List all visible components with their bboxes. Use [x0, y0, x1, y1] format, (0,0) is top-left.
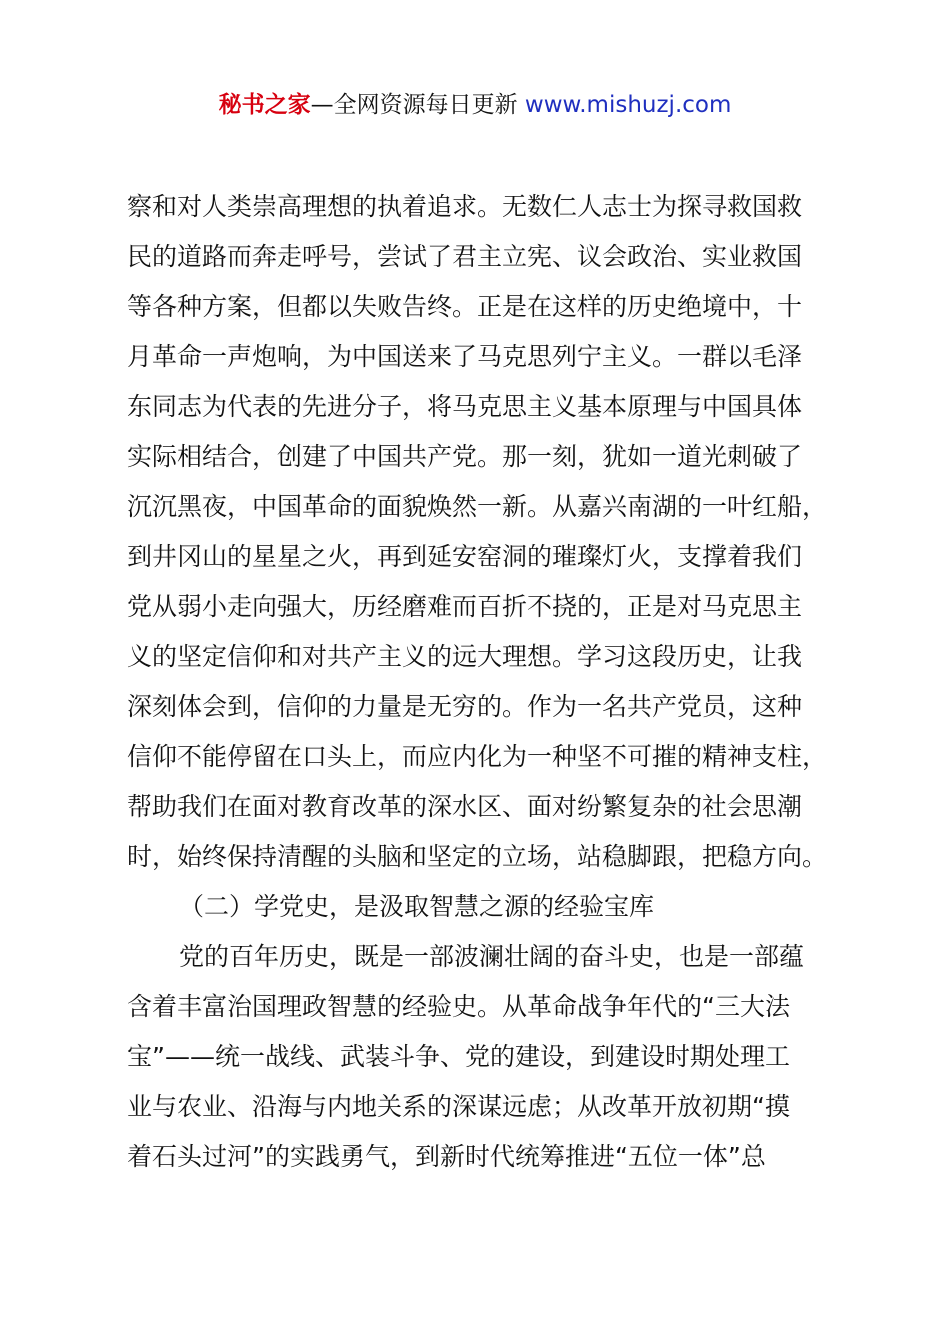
- text-line: 宝”——统一战线、武装斗争、党的建设，到建设时期处理工: [127, 1042, 790, 1071]
- text-line: 着石头过河”的实践勇气，到新时代统筹推进“五位一体”总: [127, 1142, 766, 1171]
- text-line: 民的道路而奔走呼号，尝试了君主立宪、议会政治、实业救国: [127, 242, 803, 271]
- text-line: 东同志为代表的先进分子，将马克思主义基本原理与中国具体: [127, 392, 803, 421]
- document-body: [127, 182, 833, 1182]
- header-tagline: —全网资源每日更新: [310, 92, 525, 118]
- text-line: 时，始终保持清醒的头脑和坚定的立场，站稳脚跟，把稳方向。: [127, 842, 828, 871]
- text-line: 实际相结合，创建了中国共产党。那一刻，犹如一道光刺破了: [127, 442, 803, 471]
- section-heading: （二）学党史，是汲取智慧之源的经验宝库: [179, 892, 655, 921]
- text-line: 沉沉黑夜，中国革命的面貌焕然一新。从嘉兴南湖的一叶红船，: [127, 492, 828, 521]
- header-url[interactable]: www.mishuzj.com: [524, 92, 732, 118]
- text-line: 帮助我们在面对教育改革的深水区、面对纷繁复杂的社会思潮: [127, 792, 803, 821]
- text-line: 业与农业、沿海与内地关系的深谋远虑；从改革开放初期“摸: [127, 1092, 790, 1121]
- text-line: 义的坚定信仰和对共产主义的远大理想。学习这段历史，让我: [127, 642, 803, 671]
- paragraph-start-line: 党的百年历史，既是一部波澜壮阔的奋斗史，也是一部蕴: [179, 942, 805, 971]
- text-line: 等各种方案，但都以失败告终。正是在这样的历史绝境中，十: [127, 292, 803, 321]
- text-line: 信仰不能停留在口头上，而应内化为一种坚不可摧的精神支柱，: [127, 742, 828, 771]
- text-line: 察和对人类崇高理想的执着追求。无数仁人志士为探寻救国救: [127, 192, 803, 221]
- text-line: 到井冈山的星星之火，再到延安窑洞的璀璨灯火，支撑着我们: [127, 542, 803, 571]
- text-line: 深刻体会到，信仰的力量是无穷的。作为一名共产党员，这种: [127, 692, 803, 721]
- brand-name: 秘书之家: [218, 92, 311, 118]
- text-line: 含着丰富治国理政智慧的经验史。从革命战争年代的“三大法: [127, 992, 790, 1021]
- text-line: 党从弱小走向强大，历经磨难而百折不挠的，正是对马克思主: [127, 592, 803, 621]
- page-header: [0, 88, 950, 122]
- text-line: 月革命一声炮响，为中国送来了马克思列宁主义。一群以毛泽: [127, 342, 803, 371]
